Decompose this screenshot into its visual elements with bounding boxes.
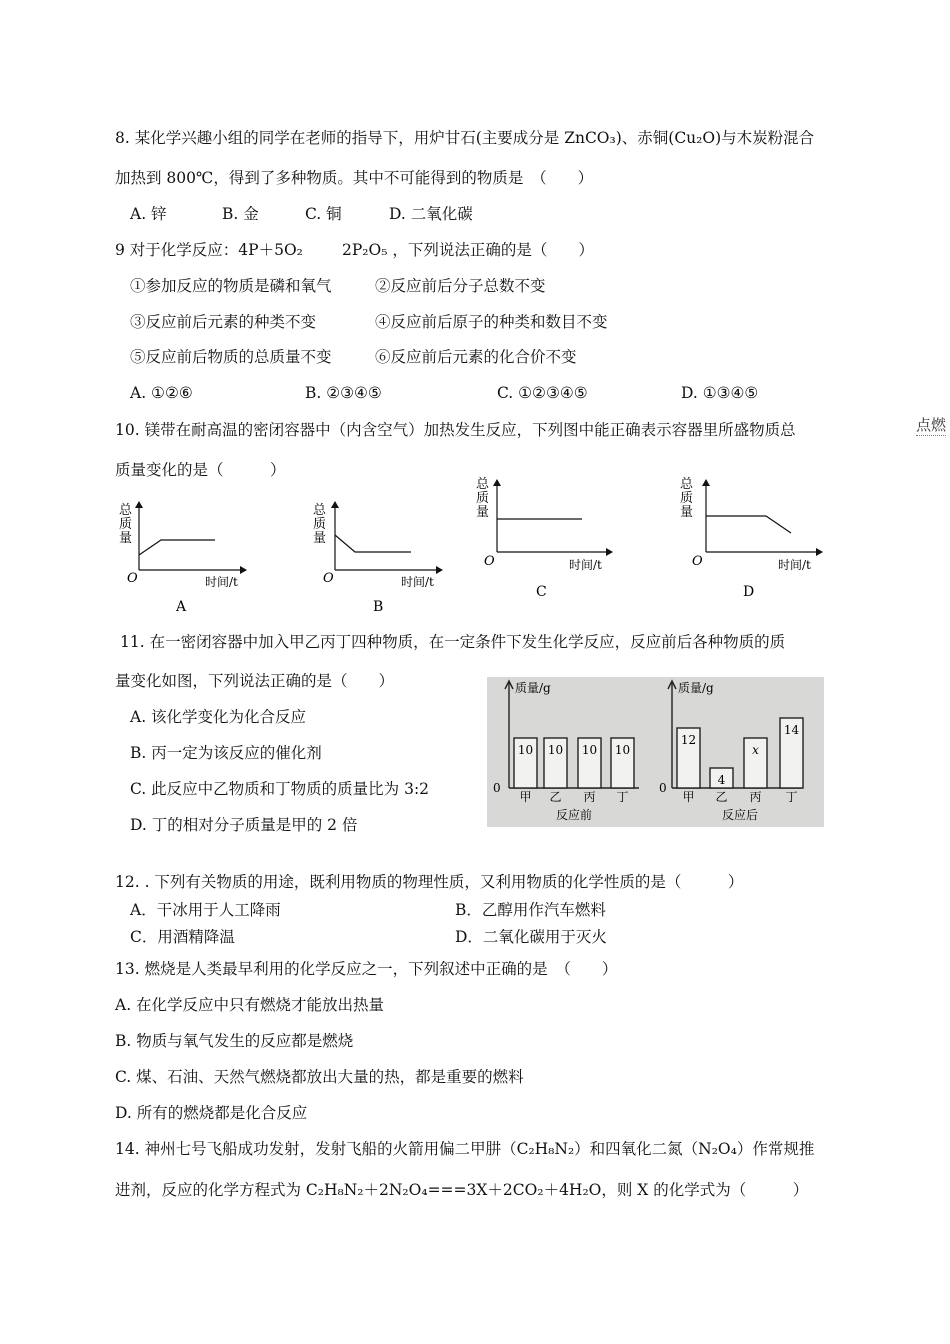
before-zero: 0 — [493, 781, 501, 795]
q9-statement-2: ②反应前后分子总数不变 — [375, 277, 546, 295]
q9-option-d: D. ①③④⑤ — [681, 384, 759, 402]
q10-stem-line2: 质量变化的是（ ） — [115, 461, 286, 479]
before-category-1: 乙 — [549, 790, 562, 804]
q12-option-b: B．乙醇用作汽车燃料 — [455, 901, 606, 919]
q9-stem-part1: 9 对于化学反应：4P＋5O₂ — [115, 241, 303, 259]
q11-option-b: B. 丙一定为该反应的催化剂 — [130, 744, 322, 762]
q8-stem-line2: 加热到 800℃，得到了多种物质。其中不可能得到的物质是 （ ） — [115, 169, 594, 187]
graph-b-curve — [335, 535, 411, 552]
graph-a-curve — [139, 540, 215, 555]
q9-option-a: A. ①②⑥ — [130, 384, 193, 402]
q12-option-a: A．干冰用于人工降雨 — [130, 901, 281, 919]
after-category-1: 乙 — [715, 790, 728, 804]
q13-option-d: D. 所有的燃烧都是化合反应 — [115, 1104, 308, 1122]
q10-stem-line1: 10. 镁带在耐高温的密闭容器中（内含空气）加热发生反应，下列图中能正确表示容器里所盛物质总 — [115, 421, 796, 439]
mass-bar-chart-image — [487, 677, 824, 827]
graph-c-label: C — [536, 584, 547, 600]
q9-option-b: B. ②③④⑤ — [305, 384, 382, 402]
graph-c-ylabel-2: 质 — [476, 491, 490, 506]
graph-b-xlabel: 时间/t — [401, 575, 434, 589]
graph-b-ylabel-3: 量 — [313, 531, 327, 546]
q8-option-c: C. 铜 — [305, 205, 342, 223]
graph-a-origin: O — [127, 571, 138, 586]
graph-c-ylabel-1: 总 — [476, 477, 490, 492]
q12-option-c: C．用酒精降温 — [130, 928, 235, 946]
q9-statement-3: ③反应前后元素的种类不变 — [130, 313, 317, 331]
after-zero: 0 — [659, 781, 667, 795]
q13-stem: 13. 燃烧是人类最早利用的化学反应之一，下列叙述中正确的是 （ ） — [115, 960, 618, 978]
q10-graphs — [0, 470, 950, 620]
graph-a-ylabel-3: 量 — [119, 531, 133, 546]
after-title: 反应后 — [721, 808, 759, 822]
before-title: 反应前 — [555, 808, 593, 822]
graph-a-ylabel-2: 质 — [119, 517, 133, 532]
graph-d-label: D — [743, 584, 755, 600]
graph-b-ylabel-2: 质 — [313, 517, 327, 532]
graph-d-ylabel-1: 总 — [680, 477, 694, 492]
after-category-0: 甲 — [682, 790, 695, 804]
graph-c-ylabel-3: 量 — [476, 505, 490, 520]
after-bar-label-2: x — [752, 743, 759, 757]
q11-stem-line2: 量变化如图，下列说法正确的是（ ） — [115, 672, 395, 690]
q11-option-c: C. 此反应中乙物质和丁物质的质量比为 3:2 — [130, 780, 430, 798]
graph-c — [476, 477, 612, 600]
graph-a-xlabel: 时间/t — [205, 575, 238, 589]
q9-statement-4: ④反应前后原子的种类和数目不变 — [375, 313, 608, 331]
graph-a — [119, 502, 246, 615]
before-ylabel: 质量/g — [515, 681, 551, 695]
q13-option-b: B. 物质与氧气发生的反应都是燃烧 — [115, 1032, 354, 1050]
before-bar-label-2: 10 — [581, 743, 598, 757]
graph-d-xlabel: 时间/t — [778, 558, 811, 572]
after-bar-label-0: 12 — [680, 733, 697, 747]
before-category-3: 丁 — [616, 790, 629, 804]
graph-d — [680, 477, 822, 600]
before-bar-label-1: 10 — [547, 743, 564, 757]
q9-statement-6: ⑥反应前后元素的化合价不变 — [375, 348, 577, 366]
after-category-2: 丙 — [749, 790, 762, 804]
graph-d-ylabel-3: 量 — [680, 505, 694, 520]
q8-option-d: D. 二氧化碳 — [389, 205, 473, 223]
graph-c-xlabel: 时间/t — [569, 558, 602, 572]
q8-option-b: B. 金 — [222, 205, 259, 223]
mass-bar-charts — [487, 677, 824, 827]
after-bar-label-1: 4 — [717, 773, 726, 787]
q12-option-d: D．二氧化碳用于灭火 — [455, 928, 607, 946]
after-bar-label-3: 14 — [783, 723, 800, 737]
q11-option-a: A. 该化学变化为化合反应 — [130, 708, 307, 726]
before-bar-label-0: 10 — [517, 743, 534, 757]
q13-option-c: C. 煤、石油、天然气燃烧都放出大量的热，都是重要的燃料 — [115, 1068, 524, 1086]
q8-option-a: A. 锌 — [130, 205, 167, 223]
after-category-3: 丁 — [785, 790, 798, 804]
q13-option-a: A. 在化学反应中只有燃烧才能放出热量 — [115, 996, 385, 1014]
q9-option-c: C. ①②③④⑤ — [497, 384, 588, 402]
before-category-0: 甲 — [519, 790, 532, 804]
graph-b — [313, 502, 442, 615]
q9-statement-1: ①参加反应的物质是磷和氧气 — [130, 277, 332, 295]
graph-b-label: B — [373, 599, 384, 615]
q11-stem-line1: 11. 在一密闭容器中加入甲乙丙丁四种物质，在一定条件下发生化学反应，反应前后各种物质的质 — [120, 633, 786, 651]
graph-c-origin: O — [484, 554, 495, 569]
graph-b-ylabel-1: 总 — [313, 503, 327, 518]
q9-statement-5: ⑤反应前后物质的总质量不变 — [130, 348, 332, 366]
q14-stem-line2: 进剂，反应的化学方程式为 C₂H₈N₂＋2N₂O₄===3X＋2CO₂＋4H₂O，则 X 的化学式为（ ） — [115, 1181, 809, 1199]
graph-d-ylabel-2: 质 — [680, 491, 694, 506]
q9-stem-part2: 2P₂O₅ ，下列说法正确的是（ ） — [342, 241, 594, 259]
before-category-2: 丙 — [583, 790, 596, 804]
q14-stem-line1: 14. 神州七号飞船成功发射，发射飞船的火箭用偏二甲肼（C₂H₈N₂）和四氧化二氮（N₂O₄）作常规推 — [115, 1140, 815, 1158]
graph-a-label: A — [176, 599, 187, 615]
before-bar-label-3: 10 — [614, 743, 631, 757]
side-note: 点燃 — [915, 416, 946, 434]
graph-d-curve — [706, 516, 791, 533]
graph-d-origin: O — [692, 554, 703, 569]
q11-option-d: D. 丁的相对分子质量是甲的 2 倍 — [130, 816, 358, 834]
graph-a-ylabel-1: 总 — [119, 503, 133, 518]
q8-stem-line1: 8. 某化学兴趣小组的同学在老师的指导下，用炉甘石(主要成分是 ZnCO₃)、赤铜(Cu₂O)与木炭粉混合 — [115, 129, 815, 147]
graph-b-origin: O — [323, 571, 334, 586]
after-ylabel: 质量/g — [678, 681, 714, 695]
q12-stem: 12. . 下列有关物质的用途，既利用物质的物理性质，又利用物质的化学性质的是（ ） — [115, 873, 744, 891]
